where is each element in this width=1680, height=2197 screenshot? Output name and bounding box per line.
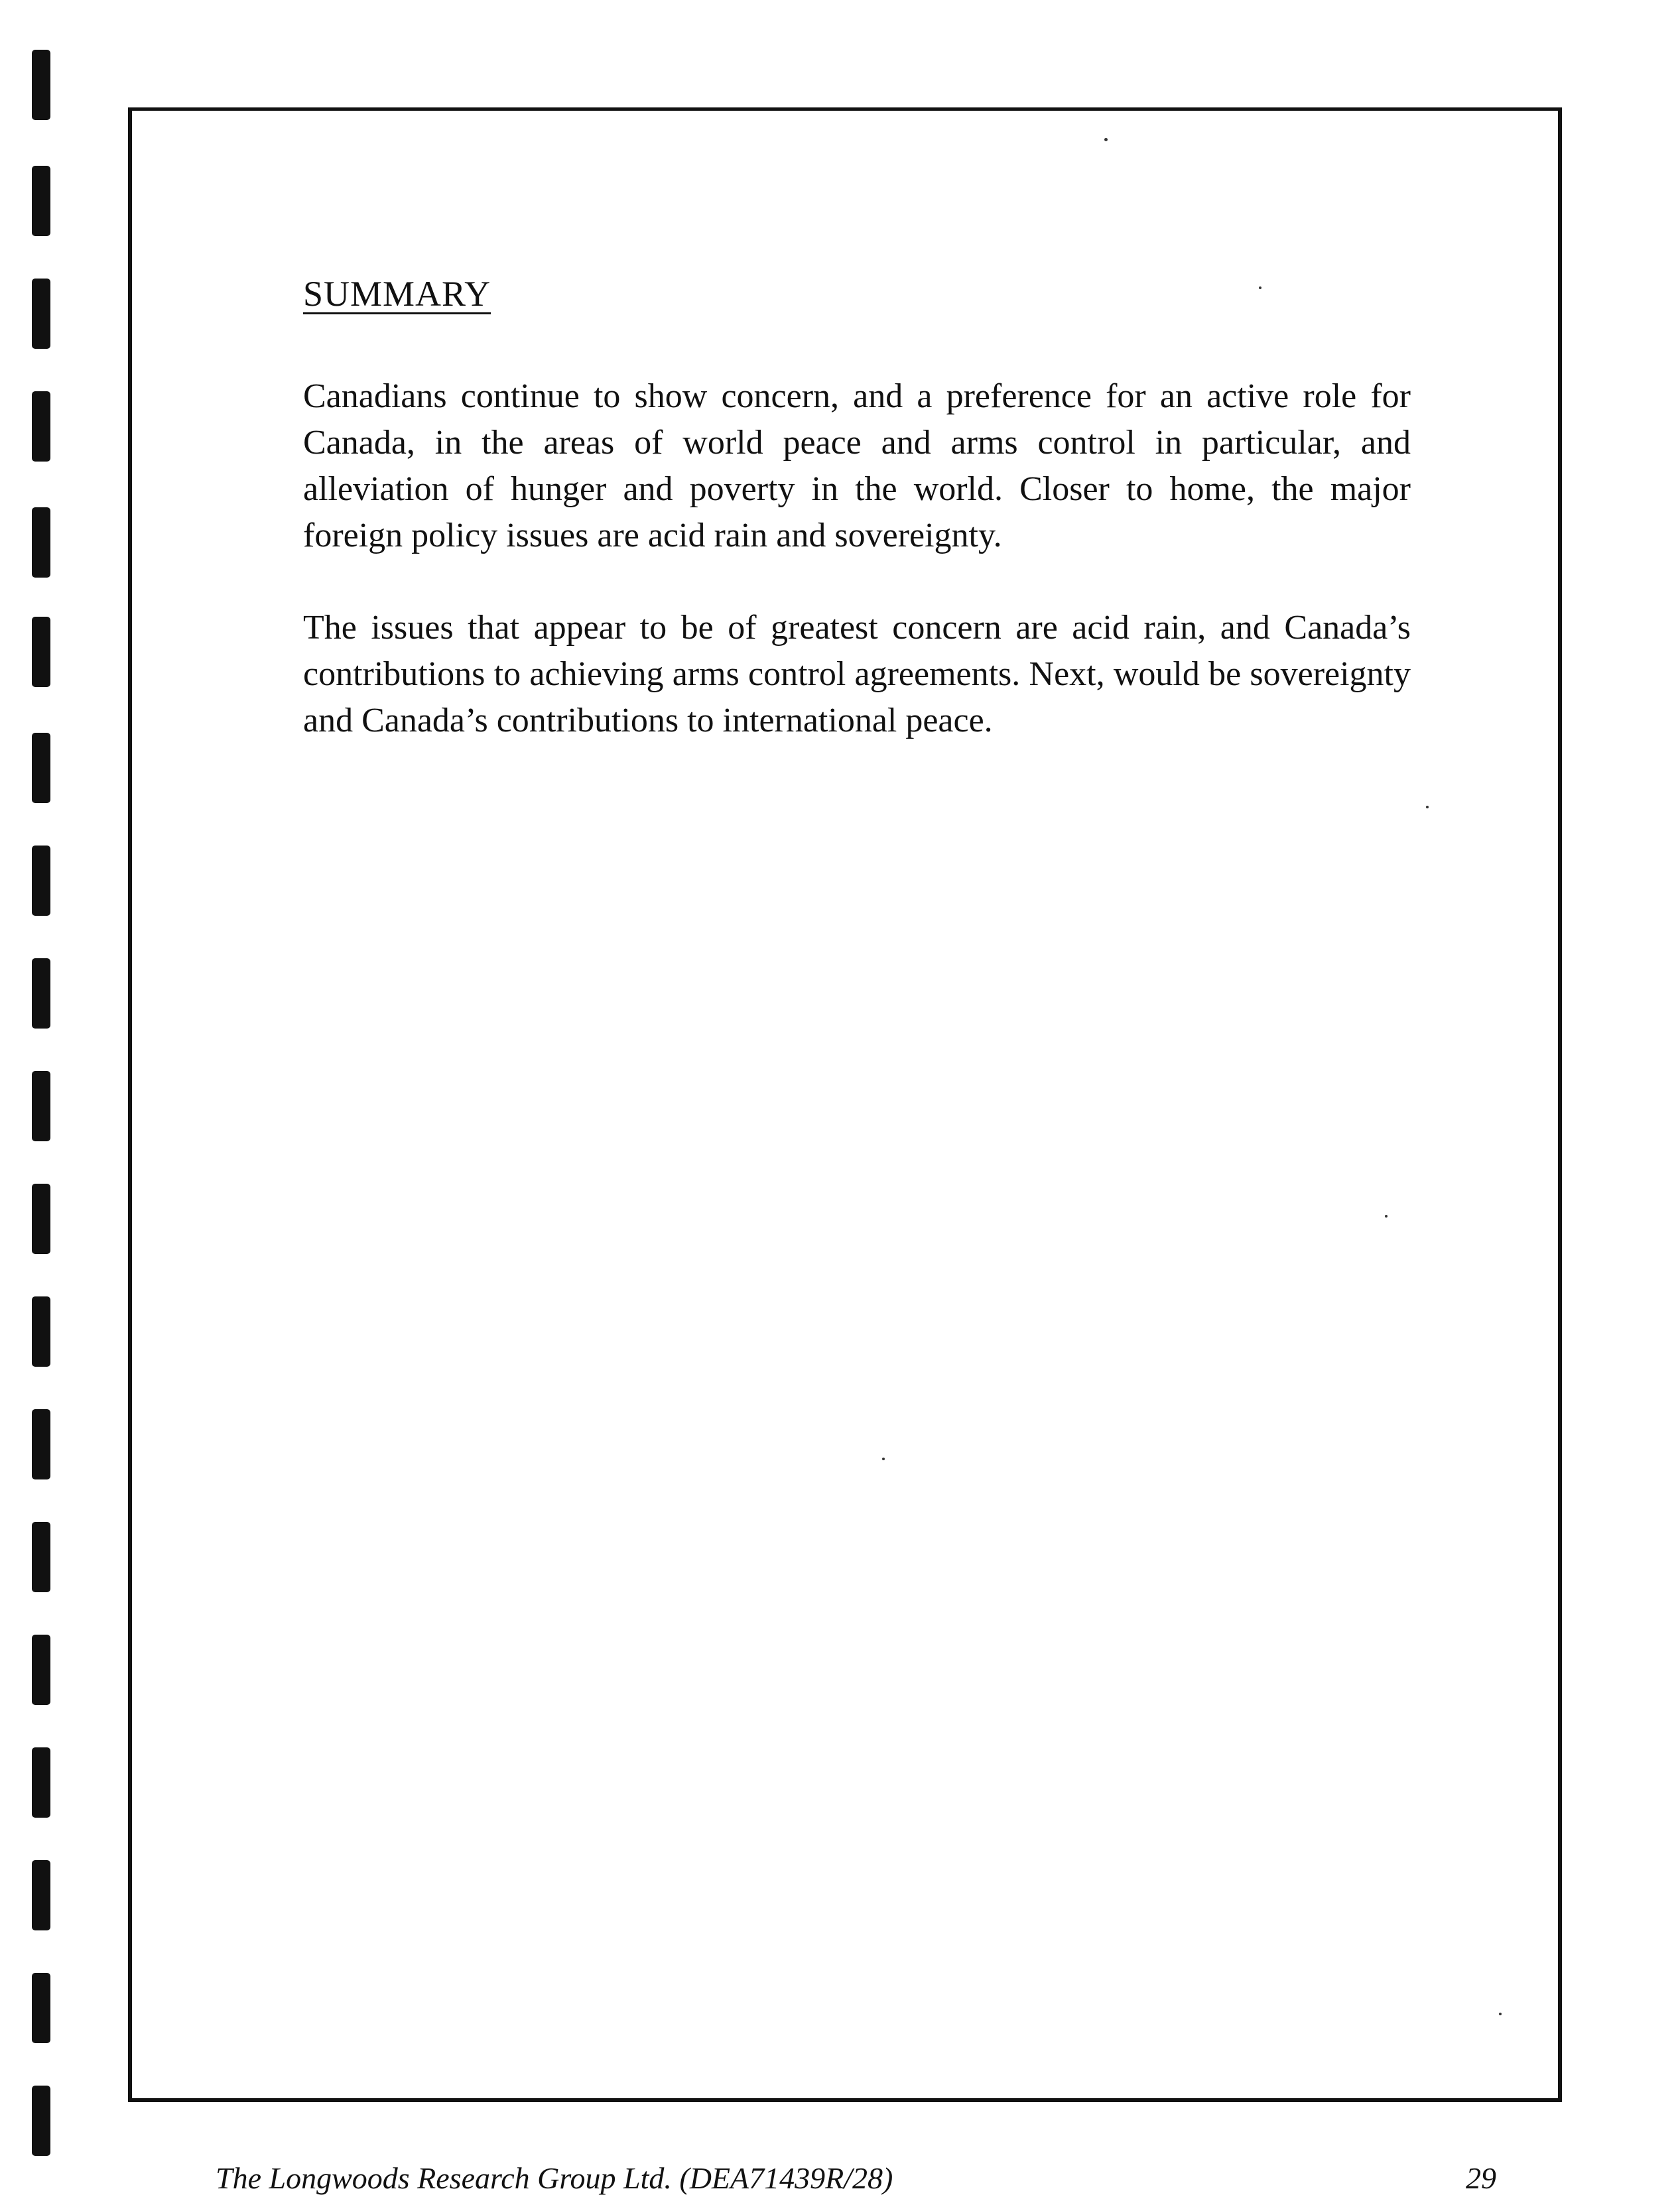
binding-holes-strip [32,40,54,2188]
binding-mark [32,391,50,462]
binding-mark [32,1747,50,1818]
scan-speck [1104,138,1108,141]
binding-mark [32,1071,50,1141]
scan-speck [1385,1215,1388,1218]
binding-mark [32,846,50,916]
scan-speck [1426,806,1429,808]
binding-mark [32,1184,50,1254]
binding-mark [32,1522,50,1592]
binding-mark [32,279,50,349]
binding-mark [32,733,50,803]
binding-mark [32,2086,50,2156]
scan-speck [1499,2013,1502,2015]
summary-paragraph-1: Canadians continue to show concern, and a preference for an active role for Canada, in the areas of world peace and arms control in particular, and alleviation of hunger and poverty in the world. Closer to home, the major foreign policy issues are acid rain and sovereignty. [303,377,1411,554]
scan-speck [1259,286,1261,289]
binding-mark [32,166,50,236]
binding-mark [32,507,50,578]
summary-paragraph-2: The issues that appear to be of greatest concern are acid rain, and Canada’s contributions to achieving arms control agreements. Next, would be sovereignty and Canada’s contributions to international peace. [303,609,1411,739]
binding-mark [32,1973,50,2043]
binding-mark [32,1296,50,1367]
binding-mark [32,958,50,1029]
binding-mark [32,50,50,120]
footer-organization: The Longwoods Research Group Ltd. (DEA71439R/28) [216,2161,893,2195]
binding-mark [32,1860,50,1930]
footer-page-number: 29 [1466,2161,1496,2195]
summary-heading: SUMMARY [303,274,491,314]
binding-mark [32,1409,50,1479]
binding-mark [32,617,50,687]
scan-speck [882,1458,885,1460]
binding-mark [32,1635,50,1705]
